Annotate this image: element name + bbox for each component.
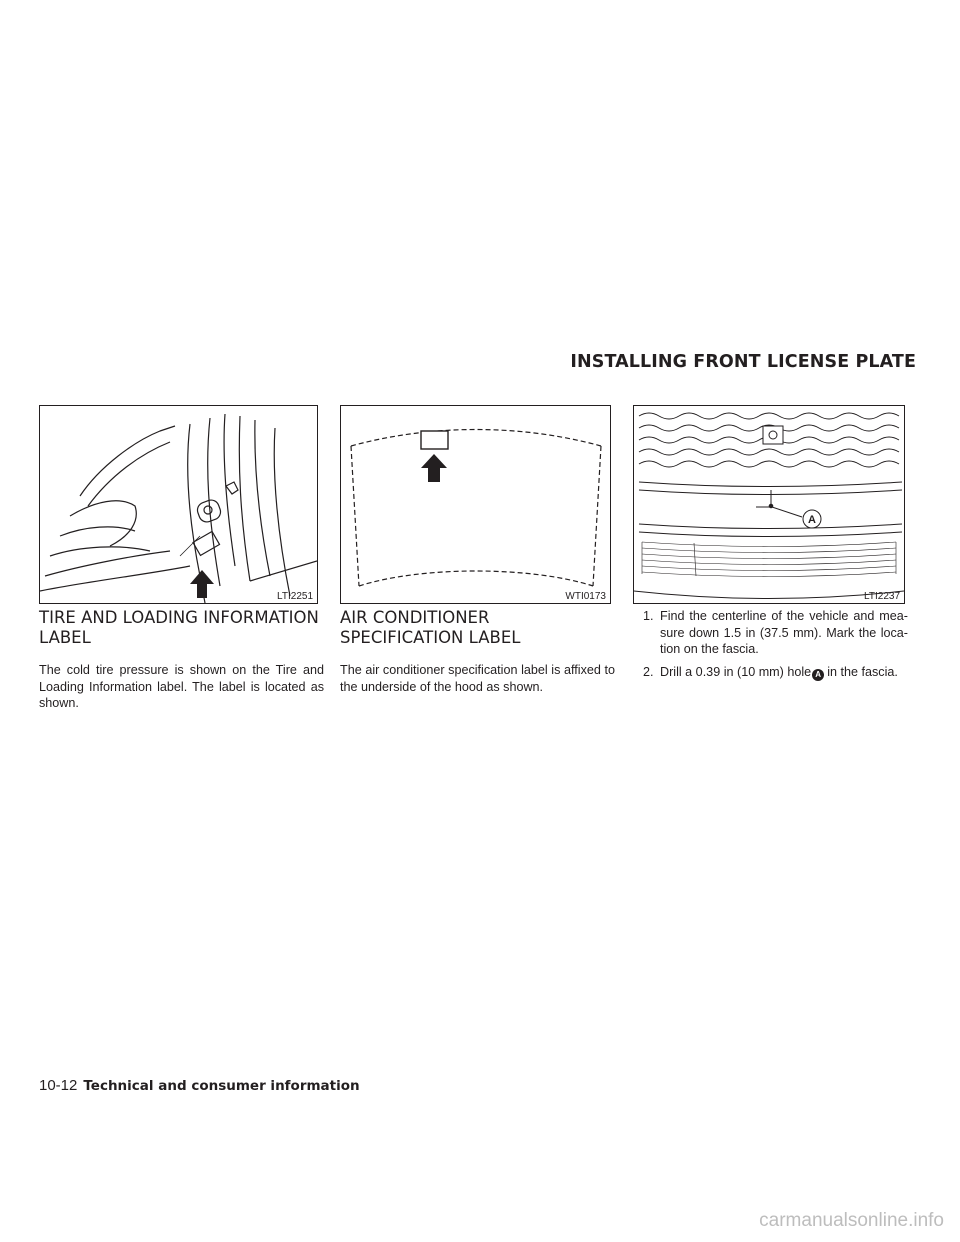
hood-illustration <box>341 406 610 603</box>
callout-a-icon: A <box>812 669 824 681</box>
watermark: carmanualsonline.info <box>759 1210 944 1231</box>
step-number: 1. <box>643 609 654 623</box>
tire-label-body: The cold tire pressure is shown on the Tire and Loading Information label. The label is located as shown. <box>39 663 324 710</box>
license-plate-section <box>633 608 908 687</box>
figure-ac-label-location <box>340 405 611 604</box>
step-text-after: in the fascia. <box>827 664 898 679</box>
figure-id: LTI2251 <box>277 591 313 602</box>
license-plate-steps <box>633 608 908 681</box>
ac-label-body: The air conditioner specification label is affixed to the underside of the hood as shown. <box>340 663 615 694</box>
figure-fascia-hole-location <box>633 405 905 604</box>
section-title: INSTALLING FRONT LICENSE PLATE <box>570 352 916 372</box>
page-footer <box>39 1077 360 1094</box>
ac-label-heading: AIR CONDITIONER SPECIFICATION LABEL <box>340 608 521 647</box>
figure-id: LTI2237 <box>864 591 900 602</box>
step-item <box>633 608 908 658</box>
step-text-before: Drill a 0.39 in (10 mm) hole <box>660 664 812 679</box>
ac-label-section <box>340 608 615 695</box>
fascia-illustration <box>634 406 904 603</box>
seat-pillar-illustration <box>40 406 317 603</box>
step-number: 2. <box>643 664 654 679</box>
step-text: Find the centerline of the vehicle and mea-sure down 1.5 in (37.5 mm). Mark the loca-tion on the fascia. <box>660 609 908 656</box>
figure-tire-label-location <box>39 405 318 604</box>
page-number: 10-12 <box>39 1077 78 1094</box>
chapter-title: Technical and consumer information <box>83 1078 360 1094</box>
figure-id: WTI0173 <box>565 591 606 602</box>
tire-label-heading: TIRE AND LOADING INFORMATION LABEL <box>39 608 319 647</box>
svg-text:A: A <box>808 514 816 526</box>
tire-label-section <box>39 608 324 712</box>
step-item <box>633 664 908 681</box>
